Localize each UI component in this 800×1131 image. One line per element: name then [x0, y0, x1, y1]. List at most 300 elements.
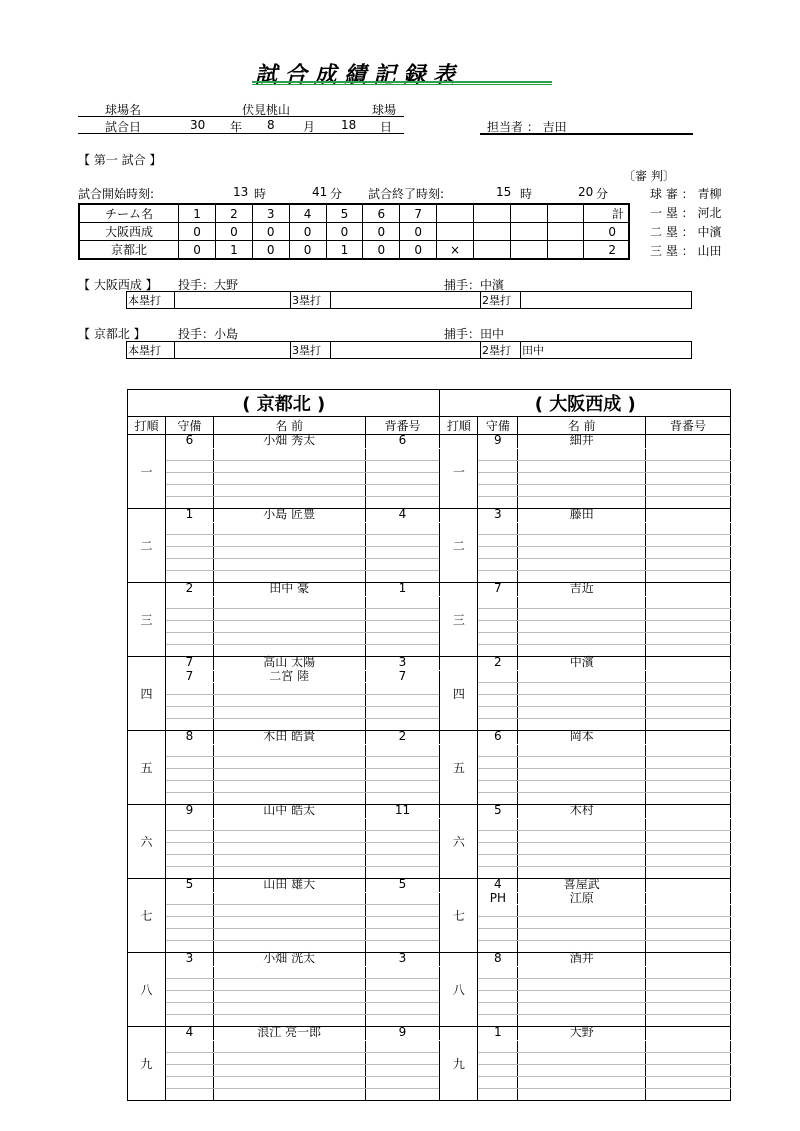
empty-cell: [165, 1065, 213, 1077]
empty-cell: [646, 769, 731, 781]
empty-cell: [213, 893, 365, 905]
scoreboard-row: [79, 241, 629, 260]
order-header: 打順: [128, 417, 166, 435]
player-name: 高山 太陽: [213, 657, 365, 671]
venue-name: 伏見桃山: [242, 103, 291, 117]
scoreboard-header-row: [79, 204, 629, 223]
lineup-subrow: [128, 805, 731, 819]
empty-cell: [646, 695, 731, 707]
position-header: 守備: [478, 417, 518, 435]
empty-cell: [478, 769, 518, 781]
empty-cell: [213, 523, 365, 535]
empty-cell: [213, 1041, 365, 1053]
triple-label: 3塁打: [291, 292, 331, 309]
empty-cell: [365, 1077, 440, 1089]
player-name: 浪江 亮一郎: [213, 1027, 365, 1041]
empty-cell: [478, 597, 518, 609]
empty-cell: [646, 843, 731, 855]
empty-cell: [518, 757, 646, 769]
lineup-subrow: [128, 695, 731, 707]
player-name: 田中 豪: [213, 583, 365, 597]
empty-cell: [365, 559, 440, 571]
end-minute: 20: [578, 185, 594, 199]
player-name: 小畑 洸太: [213, 953, 365, 967]
empty-cell: [365, 991, 440, 1003]
lineup-subrow: [128, 757, 731, 769]
empty-cell: [478, 523, 518, 535]
lineup-header-row: [128, 417, 731, 435]
empty-cell: [518, 1077, 646, 1089]
umpire-row: [650, 242, 721, 261]
lineup-subrow: [128, 745, 731, 757]
empty-cell: [478, 1065, 518, 1077]
player-number: [646, 435, 731, 449]
empty-cell: [213, 609, 365, 621]
empty-cell: [478, 1089, 518, 1101]
empty-cell: [213, 855, 365, 867]
date-label: 試合日: [105, 120, 142, 134]
empty-cell: [478, 707, 518, 719]
lineup-subrow: [128, 917, 731, 929]
empty-cell: [365, 621, 440, 633]
position-header: 守備: [165, 417, 213, 435]
empty-cell: [478, 819, 518, 831]
lineup-subrow: [128, 819, 731, 831]
player-position: 7: [165, 657, 213, 671]
player-position: 9: [478, 435, 518, 449]
umpire-name: ： 中濱: [681, 225, 722, 239]
empty-cell: [165, 461, 213, 473]
player-number: [646, 1027, 731, 1041]
empty-cell: [165, 547, 213, 559]
team-total: 0: [584, 223, 629, 241]
player-position: 1: [478, 1027, 518, 1041]
player-name: 小島 匠豊: [213, 509, 365, 523]
empty-cell: [365, 843, 440, 855]
empty-cell: [478, 757, 518, 769]
empty-cell: [518, 461, 646, 473]
empty-cell: [518, 1065, 646, 1077]
empty-cell: [518, 979, 646, 991]
empty-cell: [165, 1003, 213, 1015]
empty-cell: [478, 559, 518, 571]
lineup-table: [127, 389, 731, 1101]
empty-cell: [165, 843, 213, 855]
empty-cell: [365, 473, 440, 485]
empty-cell: [646, 449, 731, 461]
empty-cell: [165, 683, 213, 695]
inning-score: 0: [252, 241, 289, 260]
empty-cell: [213, 979, 365, 991]
batting-order: 九: [128, 1027, 166, 1101]
empty-cell: [518, 621, 646, 633]
inning-score: [473, 223, 510, 241]
empty-cell: [165, 633, 213, 645]
left-team-name: ( 京都北 ): [128, 390, 440, 417]
batting-order: 三: [440, 583, 478, 657]
empty-cell: [646, 867, 731, 879]
number-header: 背番号: [365, 417, 440, 435]
team-name: 京都北: [79, 241, 179, 260]
empty-cell: [646, 1089, 731, 1101]
empty-cell: [365, 485, 440, 497]
inning-score: 0: [363, 241, 400, 260]
lineup-subrow: [128, 941, 731, 953]
double-label: 2塁打: [481, 292, 521, 309]
inning-score: 0: [252, 223, 289, 241]
player-name: 藤田: [518, 509, 646, 523]
player-position: 3: [165, 953, 213, 967]
empty-cell: [213, 547, 365, 559]
empty-cell: [518, 917, 646, 929]
battery-catcher: 捕手：田中: [444, 327, 505, 341]
lineup-subrow: [128, 979, 731, 991]
double-value: 田中: [521, 342, 692, 359]
batting-order: 四: [440, 657, 478, 731]
player-number: [646, 805, 731, 819]
batting-order: 六: [440, 805, 478, 879]
player-name: 大野: [518, 1027, 646, 1041]
empty-cell: [213, 769, 365, 781]
lineup-subrow: [128, 461, 731, 473]
lineup-team-row: [128, 390, 731, 417]
inning-header: 5: [326, 204, 363, 223]
empty-cell: [478, 1041, 518, 1053]
empty-cell: [646, 745, 731, 757]
lineup-subrow: [128, 769, 731, 781]
lineup-subrow: [128, 1015, 731, 1027]
lineup-subrow: [128, 843, 731, 855]
lineup-subrow: [128, 583, 731, 597]
scoreboard-row: [79, 223, 629, 241]
order-header: 打順: [440, 417, 478, 435]
player-position: 7: [478, 583, 518, 597]
empty-cell: [646, 819, 731, 831]
empty-cell: [518, 707, 646, 719]
battery-catcher: 捕手：中濱: [444, 278, 505, 292]
lineup-subrow: [128, 449, 731, 461]
inning-header: 4: [289, 204, 326, 223]
empty-cell: [646, 473, 731, 485]
empty-cell: [213, 485, 365, 497]
empty-cell: [213, 745, 365, 757]
empty-cell: [646, 1015, 731, 1027]
umpire-row: [650, 204, 721, 223]
empty-cell: [365, 855, 440, 867]
lineup-subrow: [128, 535, 731, 547]
empty-cell: [518, 905, 646, 917]
empty-cell: [646, 991, 731, 1003]
empty-cell: [365, 1041, 440, 1053]
empty-cell: [365, 461, 440, 473]
empty-cell: [646, 645, 731, 657]
empty-cell: [165, 535, 213, 547]
empty-cell: [165, 1053, 213, 1065]
player-position: 8: [478, 953, 518, 967]
inning-score: 0: [400, 223, 437, 241]
empty-cell: [365, 757, 440, 769]
empty-cell: [165, 449, 213, 461]
start-time-label: 試合開始時刻:: [78, 187, 155, 201]
umpire-name: ： 山田: [681, 244, 722, 258]
player-number: 1: [365, 583, 440, 597]
empty-cell: [518, 819, 646, 831]
empty-cell: [165, 991, 213, 1003]
batting-order: 二: [128, 509, 166, 583]
date-month-unit: 月: [303, 120, 316, 134]
empty-cell: [518, 929, 646, 941]
total-header: 計: [584, 204, 629, 223]
batting-order: 八: [440, 953, 478, 1027]
empty-cell: [165, 707, 213, 719]
empty-cell: [646, 1041, 731, 1053]
lineup-subrow: [128, 671, 731, 683]
empty-cell: [518, 547, 646, 559]
empty-cell: [213, 843, 365, 855]
player-position: 9: [165, 805, 213, 819]
empty-cell: [646, 497, 731, 509]
end-hour-unit: 時: [520, 187, 533, 201]
empty-cell: [365, 1053, 440, 1065]
empty-cell: [165, 831, 213, 843]
empty-cell: [646, 461, 731, 473]
empty-cell: [478, 633, 518, 645]
empty-cell: [518, 769, 646, 781]
start-hour: 13: [233, 185, 249, 199]
player-number: 7: [365, 671, 440, 683]
empty-cell: [646, 571, 731, 583]
empty-cell: [213, 967, 365, 979]
batting-order: 三: [128, 583, 166, 657]
empty-cell: [165, 769, 213, 781]
empty-cell: [165, 745, 213, 757]
home-run-label: 本塁打: [127, 342, 175, 359]
player-position: 2: [478, 657, 518, 671]
empty-cell: [518, 745, 646, 757]
lineup-subrow: [128, 435, 731, 449]
start-minute-unit: 分: [330, 187, 343, 201]
team-total: 2: [584, 241, 629, 260]
empty-cell: [365, 893, 440, 905]
date-underline: [78, 133, 404, 134]
lineup-subrow: [128, 473, 731, 485]
inning-score: 0: [289, 223, 326, 241]
empty-cell: [646, 683, 731, 695]
end-hour: 15: [496, 185, 512, 199]
empty-cell: [646, 523, 731, 535]
player-position: 4: [478, 879, 518, 893]
right-team-name: ( 大阪西成 ): [440, 390, 731, 417]
player-number: 6: [365, 435, 440, 449]
lineup-subrow: [128, 523, 731, 535]
batting-order: 一: [128, 435, 166, 509]
empty-cell: [646, 719, 731, 731]
inning-header: [547, 204, 584, 223]
batting-order: 九: [440, 1027, 478, 1101]
scoreboard-team-header: チーム名: [79, 204, 179, 223]
inning-header: [473, 204, 510, 223]
empty-cell: [165, 621, 213, 633]
player-number: [646, 731, 731, 745]
inning-score: 0: [179, 241, 216, 260]
empty-cell: [518, 609, 646, 621]
empty-cell: [646, 979, 731, 991]
empty-cell: [478, 855, 518, 867]
inning-header: 2: [215, 204, 252, 223]
player-number: [646, 657, 731, 671]
player-position: 6: [165, 435, 213, 449]
empty-cell: [165, 597, 213, 609]
empty-cell: [365, 449, 440, 461]
empty-cell: [646, 967, 731, 979]
recorder: 担当者 ： 吉田: [487, 120, 567, 134]
empty-cell: [365, 1065, 440, 1077]
empty-cell: [478, 1053, 518, 1065]
player-name: 酒井: [518, 953, 646, 967]
empty-cell: [165, 855, 213, 867]
lineup-subrow: [128, 1041, 731, 1053]
empty-cell: [518, 485, 646, 497]
inning-score: [547, 223, 584, 241]
player-number: 3: [365, 953, 440, 967]
empty-cell: [646, 855, 731, 867]
empty-cell: [646, 917, 731, 929]
player-name: 中濱: [518, 657, 646, 671]
empty-cell: [365, 769, 440, 781]
lineup-subrow: [128, 1089, 731, 1101]
empty-cell: [646, 929, 731, 941]
lineup-subrow: [128, 645, 731, 657]
inning-header: 1: [179, 204, 216, 223]
empty-cell: [165, 967, 213, 979]
empty-cell: [165, 559, 213, 571]
batting-order: 五: [440, 731, 478, 805]
empty-cell: [213, 707, 365, 719]
player-position: 3: [478, 509, 518, 523]
empty-cell: [518, 991, 646, 1003]
battery-pitcher: 投手：小島: [178, 327, 239, 341]
triple-label: 3塁打: [291, 342, 331, 359]
empty-cell: [365, 967, 440, 979]
double-label: 2塁打: [481, 342, 521, 359]
empty-cell: [646, 1003, 731, 1015]
empty-cell: [478, 535, 518, 547]
empty-cell: [365, 831, 440, 843]
empty-cell: [165, 893, 213, 905]
batting-order: 五: [128, 731, 166, 805]
empty-cell: [646, 609, 731, 621]
player-number: 5: [365, 879, 440, 893]
empty-cell: [165, 905, 213, 917]
player-position: 5: [478, 805, 518, 819]
name-header: 名 前: [518, 417, 646, 435]
empty-cell: [165, 979, 213, 991]
inning-score: 0: [289, 241, 326, 260]
empty-cell: [518, 967, 646, 979]
inning-score: 0: [179, 223, 216, 241]
player-position: 1: [165, 509, 213, 523]
player-name: 山中 皓太: [213, 805, 365, 819]
empty-cell: [646, 621, 731, 633]
empty-cell: [213, 991, 365, 1003]
empty-cell: [213, 831, 365, 843]
lineup-subrow: [128, 831, 731, 843]
inning-header: [510, 204, 547, 223]
start-minute: 41: [312, 185, 328, 199]
empty-cell: [213, 535, 365, 547]
empty-cell: [365, 1003, 440, 1015]
empty-cell: [478, 1077, 518, 1089]
umpire-pos: 一 塁: [650, 206, 678, 220]
empty-cell: [518, 559, 646, 571]
lineup-subrow: [128, 657, 731, 671]
umpire-name: ： 青柳: [681, 187, 722, 201]
empty-cell: [365, 917, 440, 929]
player-number: [646, 893, 731, 905]
empty-cell: [213, 819, 365, 831]
empty-cell: [165, 1089, 213, 1101]
triple-value: [331, 292, 481, 309]
player-name: 小畑 秀太: [213, 435, 365, 449]
home-run-label: 本塁打: [127, 292, 175, 309]
lineup-subrow: [128, 855, 731, 867]
inning-score: ×: [437, 241, 474, 260]
inning-score: [437, 223, 474, 241]
empty-cell: [646, 485, 731, 497]
empty-cell: [365, 745, 440, 757]
empty-cell: [213, 1003, 365, 1015]
empty-cell: [365, 905, 440, 917]
empty-cell: [478, 485, 518, 497]
batting-order: 七: [128, 879, 166, 953]
player-name: 江原: [518, 893, 646, 905]
venue-suffix: 球場: [372, 103, 397, 117]
inning-score: 1: [326, 241, 363, 260]
lineup-subrow: [128, 929, 731, 941]
empty-cell: [518, 633, 646, 645]
inning-score: 0: [400, 241, 437, 260]
page-title: 試 合 成 績 記 録 表: [255, 63, 455, 88]
empty-cell: [518, 683, 646, 695]
end-time-label: 試合終了時刻:: [368, 187, 445, 201]
player-name: 木田 皓貴: [213, 731, 365, 745]
empty-cell: [213, 473, 365, 485]
player-position: 8: [165, 731, 213, 745]
empty-cell: [478, 609, 518, 621]
empty-cell: [518, 831, 646, 843]
player-number: [646, 583, 731, 597]
empty-cell: [213, 781, 365, 793]
empty-cell: [646, 905, 731, 917]
player-name: 岡本: [518, 731, 646, 745]
player-position: 2: [165, 583, 213, 597]
lineup-subrow: [128, 731, 731, 745]
empty-cell: [365, 707, 440, 719]
empty-cell: [478, 781, 518, 793]
lineup-subrow: [128, 905, 731, 917]
inning-score: [510, 241, 547, 260]
empty-cell: [646, 1053, 731, 1065]
empty-cell: [213, 1089, 365, 1101]
empty-cell: [518, 855, 646, 867]
battery-team: 【 京都北 】: [78, 327, 146, 341]
empty-cell: [365, 535, 440, 547]
empty-cell: [213, 633, 365, 645]
lineup-subrow: [128, 1027, 731, 1041]
batting-order: 一: [440, 435, 478, 509]
empty-cell: [478, 621, 518, 633]
empty-cell: [213, 917, 365, 929]
